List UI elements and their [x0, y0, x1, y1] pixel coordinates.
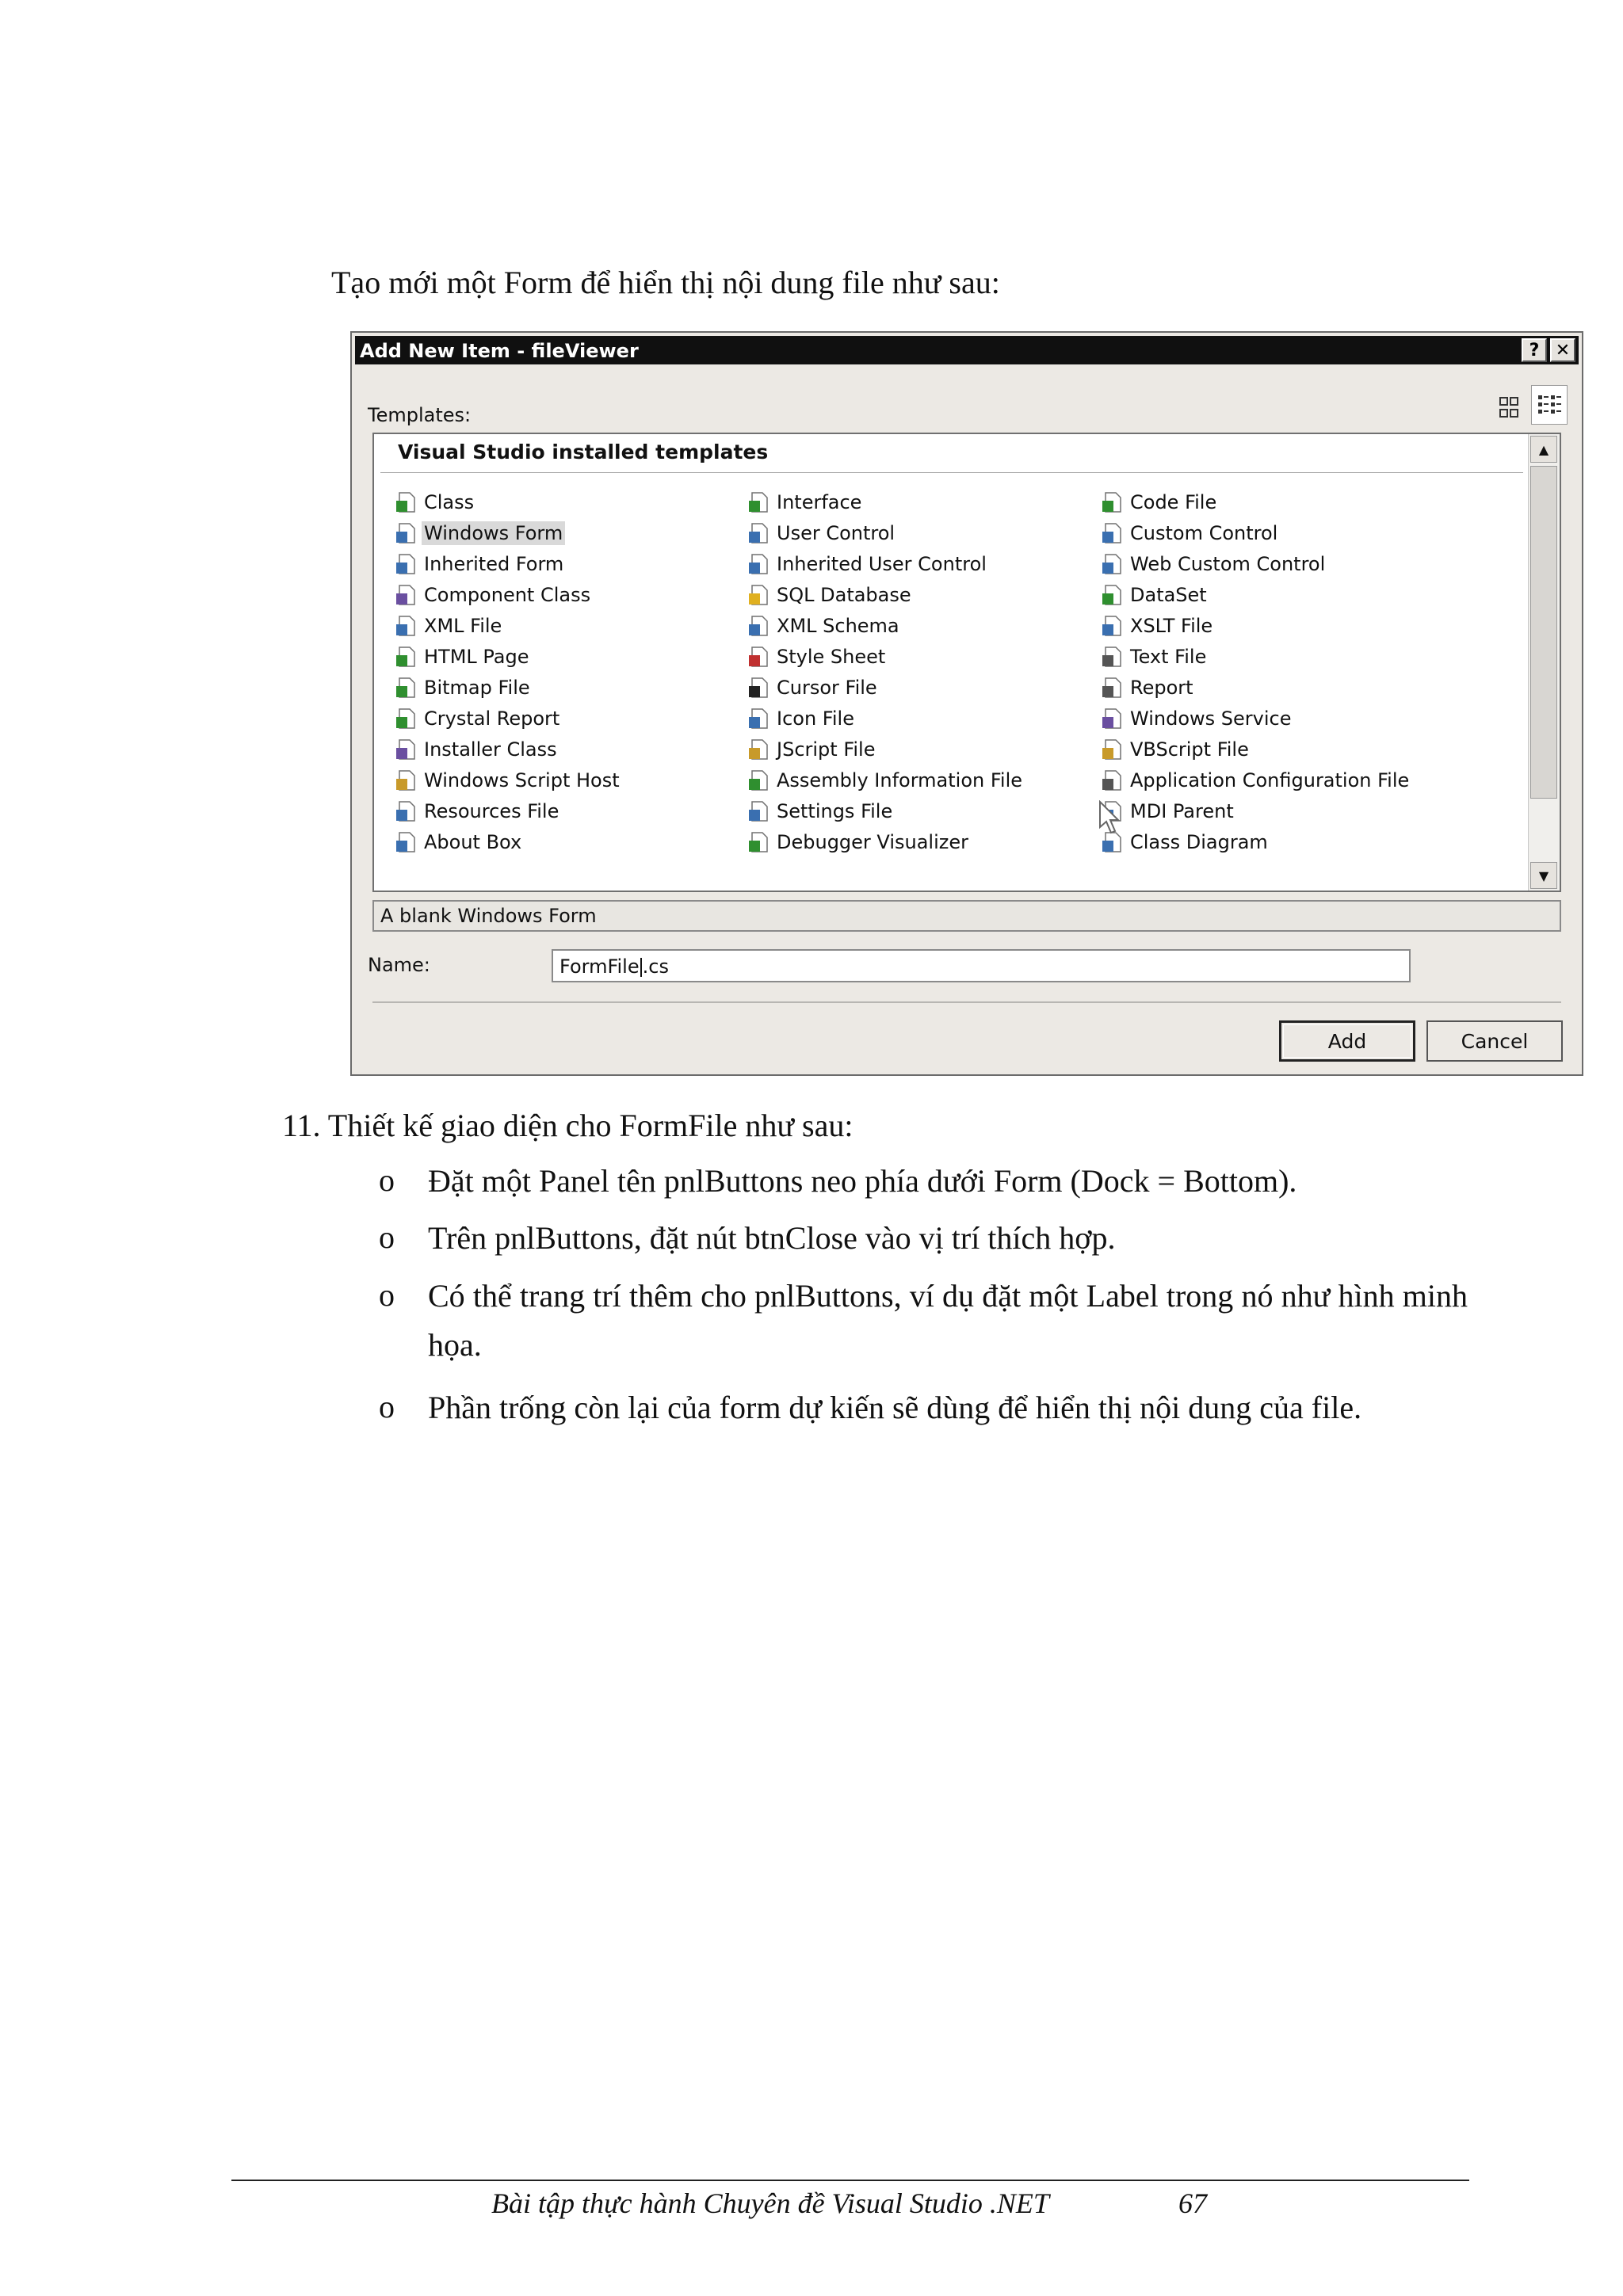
- installer-class-icon: [395, 738, 418, 761]
- resources-file-icon: [395, 799, 418, 823]
- bullet-marker: o: [379, 1277, 395, 1313]
- template-item-label: MDI Parent: [1130, 799, 1234, 822]
- template-item-label: Class: [424, 490, 475, 513]
- template-item-label: Component Class: [424, 583, 591, 606]
- template-item-label: Code File: [1130, 490, 1217, 513]
- add-button[interactable]: Add: [1279, 1020, 1415, 1062]
- template-item-label: HTML Page: [424, 645, 529, 668]
- bullet-text-1: Đặt một Panel tên pnlButtons neo phía dưới Form (Dock = Bottom).: [428, 1163, 1297, 1199]
- page-number: 67: [1178, 2187, 1207, 2219]
- template-item-label: Windows Script Host: [424, 769, 620, 791]
- template-item[interactable]: [395, 610, 622, 641]
- templates-column-3: [1101, 486, 1411, 857]
- template-item[interactable]: [395, 765, 622, 795]
- windows-service-icon: [1101, 707, 1125, 730]
- template-item-label: User Control: [777, 521, 896, 544]
- template-item[interactable]: [1101, 672, 1411, 703]
- template-item[interactable]: [747, 610, 1025, 641]
- template-item-label: Web Custom Control: [1130, 552, 1326, 575]
- large-icons-icon: [1499, 396, 1521, 420]
- template-item-label: Class Diagram: [1130, 830, 1268, 853]
- bullet-text-2: Trên pnlButtons, đặt nút btnClose vào vị trí thích hợp.: [428, 1220, 1116, 1256]
- template-item-label: XML File: [424, 614, 502, 637]
- template-item[interactable]: [395, 672, 622, 703]
- template-item[interactable]: [747, 548, 1025, 579]
- template-item[interactable]: [1101, 734, 1411, 765]
- bullet-text-3: Có thể trang trí thêm cho pnlButtons, ví dụ đặt một Label trong nó như hình minh họa.: [428, 1278, 1468, 1363]
- interface-icon: [747, 490, 771, 514]
- small-icons-icon: [1537, 393, 1562, 417]
- templates-scrollbar[interactable]: [1528, 434, 1560, 891]
- template-item-label: Resources File: [424, 799, 559, 822]
- template-item-label: XML Schema: [777, 614, 899, 637]
- windows-script-host-icon: [395, 769, 418, 792]
- template-item[interactable]: [1101, 579, 1411, 610]
- mouse-pointer-icon: [1098, 800, 1122, 835]
- template-item-label: Debugger Visualizer: [777, 830, 968, 853]
- xslt-file-icon: [1101, 614, 1125, 638]
- template-item[interactable]: [395, 517, 622, 548]
- bullet-marker: o: [379, 1162, 395, 1198]
- template-item-label: Settings File: [777, 799, 893, 822]
- template-item[interactable]: [395, 548, 622, 579]
- footer-rule: [231, 2180, 1469, 2181]
- crystal-report-icon: [395, 707, 418, 730]
- report-icon: [1101, 676, 1125, 700]
- add-new-item-dialog: [350, 331, 1583, 1076]
- dataset-icon: [1101, 583, 1125, 607]
- template-item-label: Text File: [1130, 645, 1207, 668]
- text-caret: [640, 958, 642, 977]
- help-button[interactable]: ?: [1522, 338, 1547, 362]
- template-item[interactable]: [395, 703, 622, 734]
- vbscript-file-icon: [1101, 738, 1125, 761]
- triangle-down-icon: ▼: [1538, 868, 1549, 883]
- template-item-label: Report: [1130, 676, 1193, 699]
- template-item[interactable]: [1101, 486, 1411, 517]
- template-item[interactable]: [1101, 610, 1411, 641]
- dialog-title-bar[interactable]: [355, 336, 1579, 364]
- template-item-label: DataSet: [1130, 583, 1207, 606]
- custom-control-icon: [1101, 521, 1125, 545]
- template-item[interactable]: [395, 734, 622, 765]
- template-item-label: Application Configuration File: [1130, 769, 1410, 791]
- template-item-label: Installer Class: [424, 738, 557, 761]
- template-item-label: Bitmap File: [424, 676, 530, 699]
- footer-text: Bài tập thực hành Chuyên đề Visual Studio .NET: [491, 2187, 1049, 2219]
- application-configuration-file-icon: [1101, 769, 1125, 792]
- cancel-button[interactable]: Cancel: [1426, 1020, 1563, 1062]
- template-item[interactable]: [747, 486, 1025, 517]
- template-item-label: Style Sheet: [777, 645, 886, 668]
- template-item[interactable]: [747, 579, 1025, 610]
- template-item[interactable]: [395, 795, 622, 826]
- template-item-label: Inherited User Control: [777, 552, 987, 575]
- template-item[interactable]: [747, 517, 1025, 548]
- sql-database-icon: [747, 583, 771, 607]
- dialog-title: Add New Item - fileViewer: [360, 340, 639, 362]
- name-value-start: FormFile: [559, 955, 640, 978]
- inherited-form-icon: [395, 552, 418, 576]
- template-item[interactable]: [1101, 826, 1411, 857]
- windows-form-icon: [395, 521, 418, 545]
- group-separator: [380, 472, 1523, 473]
- template-item[interactable]: [1101, 517, 1411, 548]
- template-item[interactable]: [1101, 703, 1411, 734]
- templates-label: Templates:: [368, 404, 472, 426]
- template-item-label: XSLT File: [1130, 614, 1213, 637]
- settings-file-icon: [747, 799, 771, 823]
- templates-group-header: Visual Studio installed templates: [398, 441, 769, 463]
- html-page-icon: [395, 645, 418, 669]
- template-item-label: Crystal Report: [424, 707, 560, 730]
- bullet-marker: o: [379, 1389, 395, 1425]
- xml-file-icon: [395, 614, 418, 638]
- about-box-icon: [395, 830, 418, 854]
- template-item-label: Windows Service: [1130, 707, 1292, 730]
- jscript-file-icon: [747, 738, 771, 761]
- template-item-label: SQL Database: [777, 583, 911, 606]
- debugger-visualizer-icon: [747, 830, 771, 854]
- template-item-label: Inherited Form: [424, 552, 564, 575]
- template-item[interactable]: [395, 579, 622, 610]
- user-control-icon: [747, 521, 771, 545]
- button-separator: [372, 1001, 1561, 1003]
- template-item-label: Cursor File: [777, 676, 877, 699]
- component-class-icon: [395, 583, 418, 607]
- template-item[interactable]: [1101, 641, 1411, 672]
- inherited-user-control-icon: [747, 552, 771, 576]
- template-item-label: Interface: [777, 490, 862, 513]
- template-item[interactable]: [747, 765, 1025, 795]
- text-file-icon: [1101, 645, 1125, 669]
- template-item[interactable]: [395, 641, 622, 672]
- template-item[interactable]: [1101, 795, 1411, 826]
- template-item[interactable]: [747, 826, 1025, 857]
- close-button[interactable]: ✕: [1550, 338, 1575, 362]
- template-item[interactable]: [1101, 765, 1411, 795]
- class-icon: [395, 490, 418, 514]
- templates-column-1: [395, 486, 622, 857]
- name-input[interactable]: [552, 949, 1411, 982]
- name-label: Name:: [368, 954, 430, 976]
- template-item-label: Assembly Information File: [777, 769, 1023, 791]
- triangle-up-icon: ▲: [1538, 441, 1549, 457]
- templates-list[interactable]: [372, 433, 1561, 892]
- assembly-information-file-icon: [747, 769, 771, 792]
- intro-text: Tạo mới một Form để hiển thị nội dung file như sau:: [331, 265, 1000, 300]
- template-item[interactable]: [747, 641, 1025, 672]
- icon-file-icon: [747, 707, 771, 730]
- style-sheet-icon: [747, 645, 771, 669]
- small-icons-view-button[interactable]: [1531, 385, 1568, 425]
- template-description: A blank Windows Form: [372, 900, 1561, 932]
- templates-column-2: [747, 486, 1025, 857]
- bullet-text-4: Phần trống còn lại của form dự kiến sẽ dùng để hiển thị nội dung của file.: [428, 1390, 1362, 1425]
- bitmap-file-icon: [395, 676, 418, 700]
- xml-schema-icon: [747, 614, 771, 638]
- code-file-icon: [1101, 490, 1125, 514]
- template-item[interactable]: [747, 672, 1025, 703]
- template-item-label: About Box: [424, 830, 522, 853]
- template-item-label: Windows Form: [422, 521, 565, 545]
- template-item-label: Icon File: [777, 707, 854, 730]
- bullet-marker: o: [379, 1219, 395, 1255]
- web-custom-control-icon: [1101, 552, 1125, 576]
- scroll-thumb[interactable]: [1530, 466, 1557, 799]
- template-item-label: VBScript File: [1130, 738, 1249, 761]
- template-item-label: Custom Control: [1130, 521, 1278, 544]
- large-icons-view-button[interactable]: [1491, 388, 1528, 428]
- template-item[interactable]: [395, 486, 622, 517]
- scroll-down-button[interactable]: [1530, 862, 1557, 889]
- step-heading: 11. Thiết kế giao diện cho FormFile như sau:: [282, 1108, 854, 1143]
- name-value-end: .cs: [642, 955, 669, 978]
- template-item[interactable]: [747, 734, 1025, 765]
- scroll-up-button[interactable]: [1530, 436, 1557, 463]
- template-item[interactable]: [747, 795, 1025, 826]
- template-item[interactable]: [1101, 548, 1411, 579]
- cursor-file-icon: [747, 676, 771, 700]
- template-item[interactable]: [395, 826, 622, 857]
- template-item[interactable]: [747, 703, 1025, 734]
- template-item-label: JScript File: [777, 738, 876, 761]
